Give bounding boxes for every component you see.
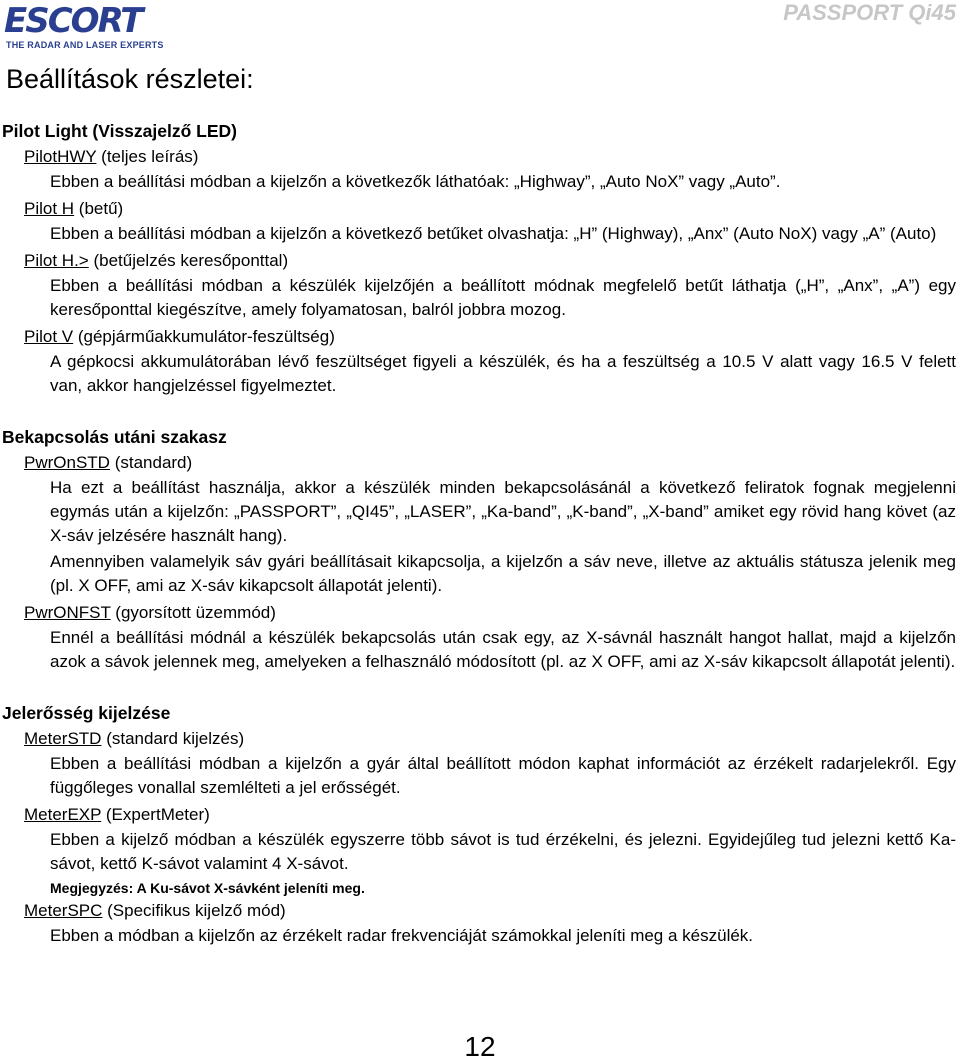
setting-term: [0, 144, 958, 170]
setting-description: Amennyiben valamelyik sáv gyári beállításait kikapcsolja, a kijelzőn a sáv neve, illetve az aktuális státusza jelenik meg (pl. X OFF, ami az X-sáv kikapcsolt állapotát jelenti).: [50, 552, 956, 595]
section-title: Bekapcsolás utáni szakasz: [2, 427, 227, 447]
setting-key: MeterSTD: [24, 729, 102, 748]
setting-description: Ha ezt a beállítást használja, akkor a készülék minden bekapcsolásánál a következő feliratok fognak megjelenni egymás után a kijelzőn: „PASSPORT”, „QI45”, „LASER”, „Ka-band”, „K-band”, „X-band” amiket egy rövid hang követ (az X-sáv jelzésére használt hang).: [50, 478, 956, 545]
setting-description: Ebben a beállítási módban a kijelzőn a következő betűket olvashatja: „H” (Highway), „Anx” (Auto NoX) vagy „A” (Auto): [50, 224, 937, 243]
setting-term: [0, 726, 958, 752]
setting-description: A gépkocsi akkumulátorában lévő feszültséget figyeli a készülék, és ha a feszültség a 10.5 V alatt vagy 16.5 V felett van, akkor hangjelzéssel figyelmeztet.: [50, 352, 956, 395]
setting-label: (gépjárműakkumulátor-feszültség): [73, 327, 335, 346]
setting-description: Ebben a kijelző módban a készülék egyszerre több sávot is tud érzékelni, és jelezni. Egyidejűleg tud jelezni kettő Ka-sávot, kettő K-sávot valamint 4 X-sávot.: [50, 830, 956, 873]
setting-term: [0, 248, 958, 274]
setting-term: [0, 600, 958, 626]
setting-key: PwrOnSTD: [24, 453, 110, 472]
setting-description: Ebben a módban a kijelzőn az érzékelt radar frekvenciáját számokkal jeleníti meg a készülék.: [50, 926, 754, 945]
setting-key: Pilot V: [24, 327, 74, 346]
setting-label: (betűjelzés keresőponttal): [88, 251, 289, 270]
section-title: Pilot Light (Visszajelző LED): [2, 121, 237, 141]
setting-key: MeterEXP: [24, 805, 102, 824]
setting-label: (standard kijelzés): [101, 729, 245, 748]
page-number: 12: [464, 1031, 496, 1062]
setting-term: [0, 898, 958, 924]
section-title: Jelerősség kijelzése: [2, 703, 171, 723]
setting-description: Ebben a beállítási módban a készülék kijelzőjén a beállított módnak megfelelő betűt láthatja („H”, „Anx”, „A”) egy keresőponttal kiegészítve, amely folyamatosan, balról jobbra mozog.: [50, 276, 956, 319]
setting-label: (Specifikus kijelző mód): [102, 901, 286, 920]
setting-label: (betű): [74, 199, 124, 218]
settings-content: [0, 118, 958, 950]
setting-description: Ennél a beállítási módnál a készülék bekapcsolás után csak egy, az X-sávnál használt hangot hallat, majd a kijelzőn azok a sávok jelennek meg, amelyeken a felhasználó módosított (pl. az X OFF, ami az X-sáv kikapcsolt állapotát jelenti).: [50, 628, 956, 671]
setting-term: [0, 802, 958, 828]
setting-term: [0, 196, 958, 222]
setting-key: PilotHWY: [24, 147, 97, 166]
setting-key: Pilot H: [24, 199, 75, 218]
setting-label: (ExpertMeter): [101, 805, 210, 824]
setting-key: MeterSPC: [24, 901, 103, 920]
product-name: PASSPORT Qi45: [783, 0, 956, 25]
setting-description: Ebben a beállítási módban a kijelzőn a következők láthatóak: „Highway”, „Auto NoX” vagy „Auto”.: [50, 172, 781, 191]
setting-key: Pilot H.>: [24, 251, 89, 270]
logo-tagline: THE RADAR AND LASER EXPERTS: [6, 40, 164, 50]
page-header: [0, 0, 960, 58]
page-title: Beállítások részletei:: [6, 64, 254, 94]
setting-label: (standard): [109, 453, 193, 472]
setting-label: (gyorsított üzemmód): [110, 603, 276, 622]
setting-description: Ebben a beállítási módban a kijelzőn a gyár által beállított módon kaphat információt az érzékelt radarjelekről. Egy függőleges vonallal szemlélteti a jel erősségét.: [50, 754, 956, 797]
setting-label: (teljes leírás): [96, 147, 199, 166]
logo-wordmark: ESCORT: [4, 1, 142, 41]
setting-term: [0, 324, 958, 350]
note: Megjegyzés: A Ku-sávot X-sávként jeleníti meg.: [50, 880, 365, 896]
escort-logo: [4, 1, 164, 54]
setting-key: PwrONFST: [24, 603, 111, 622]
setting-term: [0, 450, 958, 476]
